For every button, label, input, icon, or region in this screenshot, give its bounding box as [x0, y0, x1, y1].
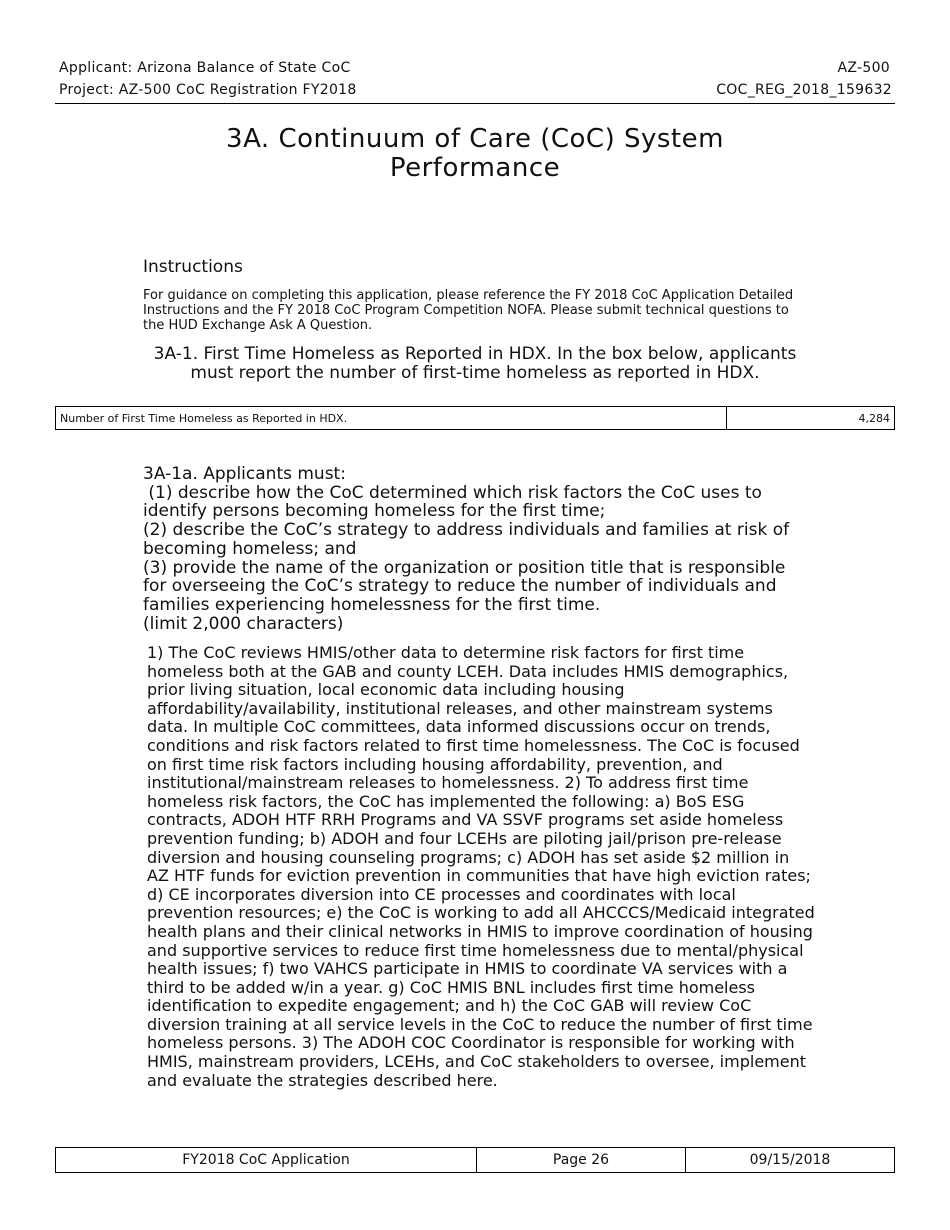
footer-page-number: Page 26 — [477, 1148, 686, 1173]
first-time-homeless-value: 4,284 — [727, 407, 895, 430]
question-3a1a-answer: 1) The CoC reviews HMIS/other data to determine risk factors for first time homeless both at the GAB and county LCEH. Data includes HMIS demographics, prior living situation, local economic data including housing affordability/availability, institutional releases, and other mainstream systems data. In multiple CoC committees, data informed discussions occur on trends, conditions and risk factors related to first time homelessness. The CoC is focused on first time risk factors including housing affordability, prevention, and institutional/mainstream releases to homelessness. 2) To address first time homeless risk factors, the CoC has implemented the following: a) BoS ESG contracts, ADOH HTF RRH Programs and VA SSVF programs set aside homeless prevention funding; b) ADOH and four LCEHs are piloting jail/prison pre-release diversion and housing counseling programs; c) ADOH has set aside $2 million in AZ HTF funds for eviction prevention in communities that have high eviction rates; d) CE incorporates diversion into CE processes and coordinates with local prevention resources; e) the CoC is working to add all AHCCCS/Medicaid integrated health plans and their clinical networks in HMIS to improve coordination of housing and supportive services to reduce first time homelessness due to mental/physical health issues; f) two VAHCS participate in HMIS to coordinate VA services with a third to be added w/in a year. g) CoC HMIS BNL includes first time homeless identification to expedite engagement; and h) the CoC GAB will review CoC diversion training at all service levels in the CoC to reduce the number of first time homeless persons. 3) The ADOH COC Coordinator is responsible for working with HMIS, mainstream providers, LCEHs, and CoC stakeholders to oversee, implement and evaluate the strategies described here. — [147, 643, 815, 1090]
first-time-homeless-table — [55, 406, 895, 430]
question-3a1a-prompt — [143, 465, 813, 633]
prompt-line: (3) provide the name of the organization or position title that is responsible for overseeing the CoC’s strategy to reduce the number of individuals and families experiencing homelessness for the first time. — [143, 557, 786, 615]
question-3a1-prompt: 3A-1. First Time Homeless as Reported in HDX. In the box below, applicants must report the number of first-time homeless as reported in HDX. — [153, 344, 797, 383]
project-label: Project: AZ-500 CoC Registration FY2018 — [59, 82, 357, 98]
prompt-line: (limit 2,000 characters) — [143, 613, 344, 634]
prompt-line: 3A-1a. Applicants must: — [143, 464, 346, 484]
registration-id: COC_REG_2018_159632 — [716, 82, 892, 98]
page-footer — [55, 1147, 895, 1173]
page-title: 3A. Continuum of Care (CoC) System Performance — [226, 124, 724, 183]
table-row — [56, 407, 895, 430]
prompt-line: (2) describe the CoC’s strategy to address individuals and families at risk of becoming homeless; and — [143, 520, 790, 559]
table-row — [56, 1148, 895, 1173]
applicant-label: Applicant: Arizona Balance of State CoC — [59, 60, 351, 76]
footer-date: 09/15/2018 — [686, 1148, 895, 1173]
first-time-homeless-label: Number of First Time Homeless as Reported in HDX. — [56, 407, 727, 430]
header-divider — [55, 103, 895, 104]
footer-app-name: FY2018 CoC Application — [56, 1148, 477, 1173]
coc-id: AZ-500 — [837, 60, 890, 76]
instructions-body: For guidance on completing this application, please reference the FY 2018 CoC Application Detailed Instructions and the FY 2018 CoC Program Competition NOFA. Please submit technical questions to the HUD Exchange Ask A Question. — [143, 288, 794, 333]
instructions-heading: Instructions — [143, 257, 243, 277]
prompt-line: (1) describe how the CoC determined which risk factors the CoC uses to identify persons becoming homeless for the first time; — [143, 482, 768, 522]
